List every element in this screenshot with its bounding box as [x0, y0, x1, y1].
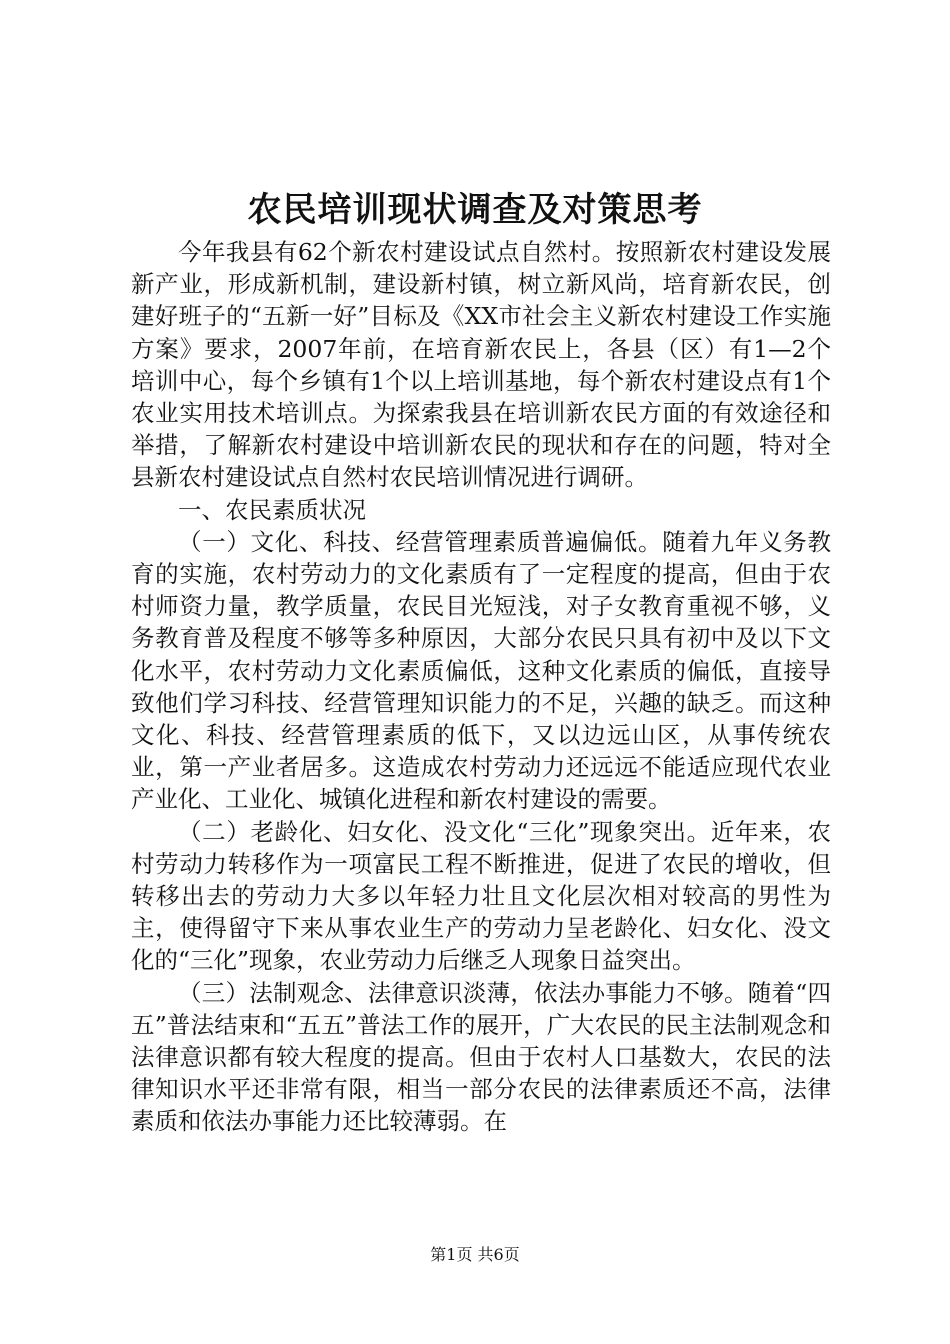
paragraph-1-3: （三）法制观念、法律意识淡薄，依法办事能力不够。随着“四五”普法结束和“五五”普法工作的展开，广大农民的民主法制观念和法律意识都有较大程度的提高。但由于农村人口基数大，农民的法律知识水平还非常有限，相当一部分农民的法律素质还不高，法律素质和依法办事能力还比较薄弱。在	[131, 978, 831, 1136]
document-title: 农民培训现状调查及对策思考	[247, 190, 703, 230]
section-heading-1: 一、农民素质状况	[178, 495, 366, 524]
document-body	[131, 236, 831, 1138]
paragraph-intro: 今年我县有62个新农村建设试点自然村。按照新农村建设发展新产业，形成新机制，建设新村镇，树立新风尚，培育新农民，创建好班子的“五新一好”目标及《XX市社会主义新农村建设工作实施方案》要求，2007年前，在培育新农民上，各县（区）有1—2个培训中心，每个乡镇有1个以上培训基地，每个新农村建设点有1个农业实用技术培训点。为探索我县在培训新农民方面的有效途径和举措，了解新农村建设中培训新农民的现状和存在的问题，特对全县新农村建设试点自然村农民培训情况进行调研。	[131, 238, 831, 492]
page-number-footer: 第1页 共6页	[430, 1245, 520, 1264]
paragraph-1-2: （二）老龄化、妇女化、没文化“三化”现象突出。近年来，农村劳动力转移作为一项富民工程不断推进，促进了农民的增收，但转移出去的劳动力大多以年轻力壮且文化层次相对较高的男性为主，使得留守下来从事农业生产的劳动力呈老龄化、妇女化、没文化的“三化”现象，农业劳动力后继乏人现象日益突出。	[131, 817, 831, 975]
paragraph-1-1: （一）文化、科技、经营管理素质普遍偏低。随着九年义务教育的实施，农村劳动力的文化素质有了一定程度的提高，但由于农村师资力量，教学质量，农民目光短浅，对子女教育重视不够，义务教育普及程度不够等多种原因，大部分农民只具有初中及以下文化水平，农村劳动力文化素质偏低，这种文化素质的偏低，直接导致他们学习科技、经营管理知识能力的不足，兴趣的缺乏。而这种文化、科技、经营管理素质的低下，又以边远山区，从事传统农业，第一产业者居多。这造成农村劳动力还远远不能适应现代农业产业化、工业化、城镇化进程和新农村建设的需要。	[131, 527, 831, 814]
